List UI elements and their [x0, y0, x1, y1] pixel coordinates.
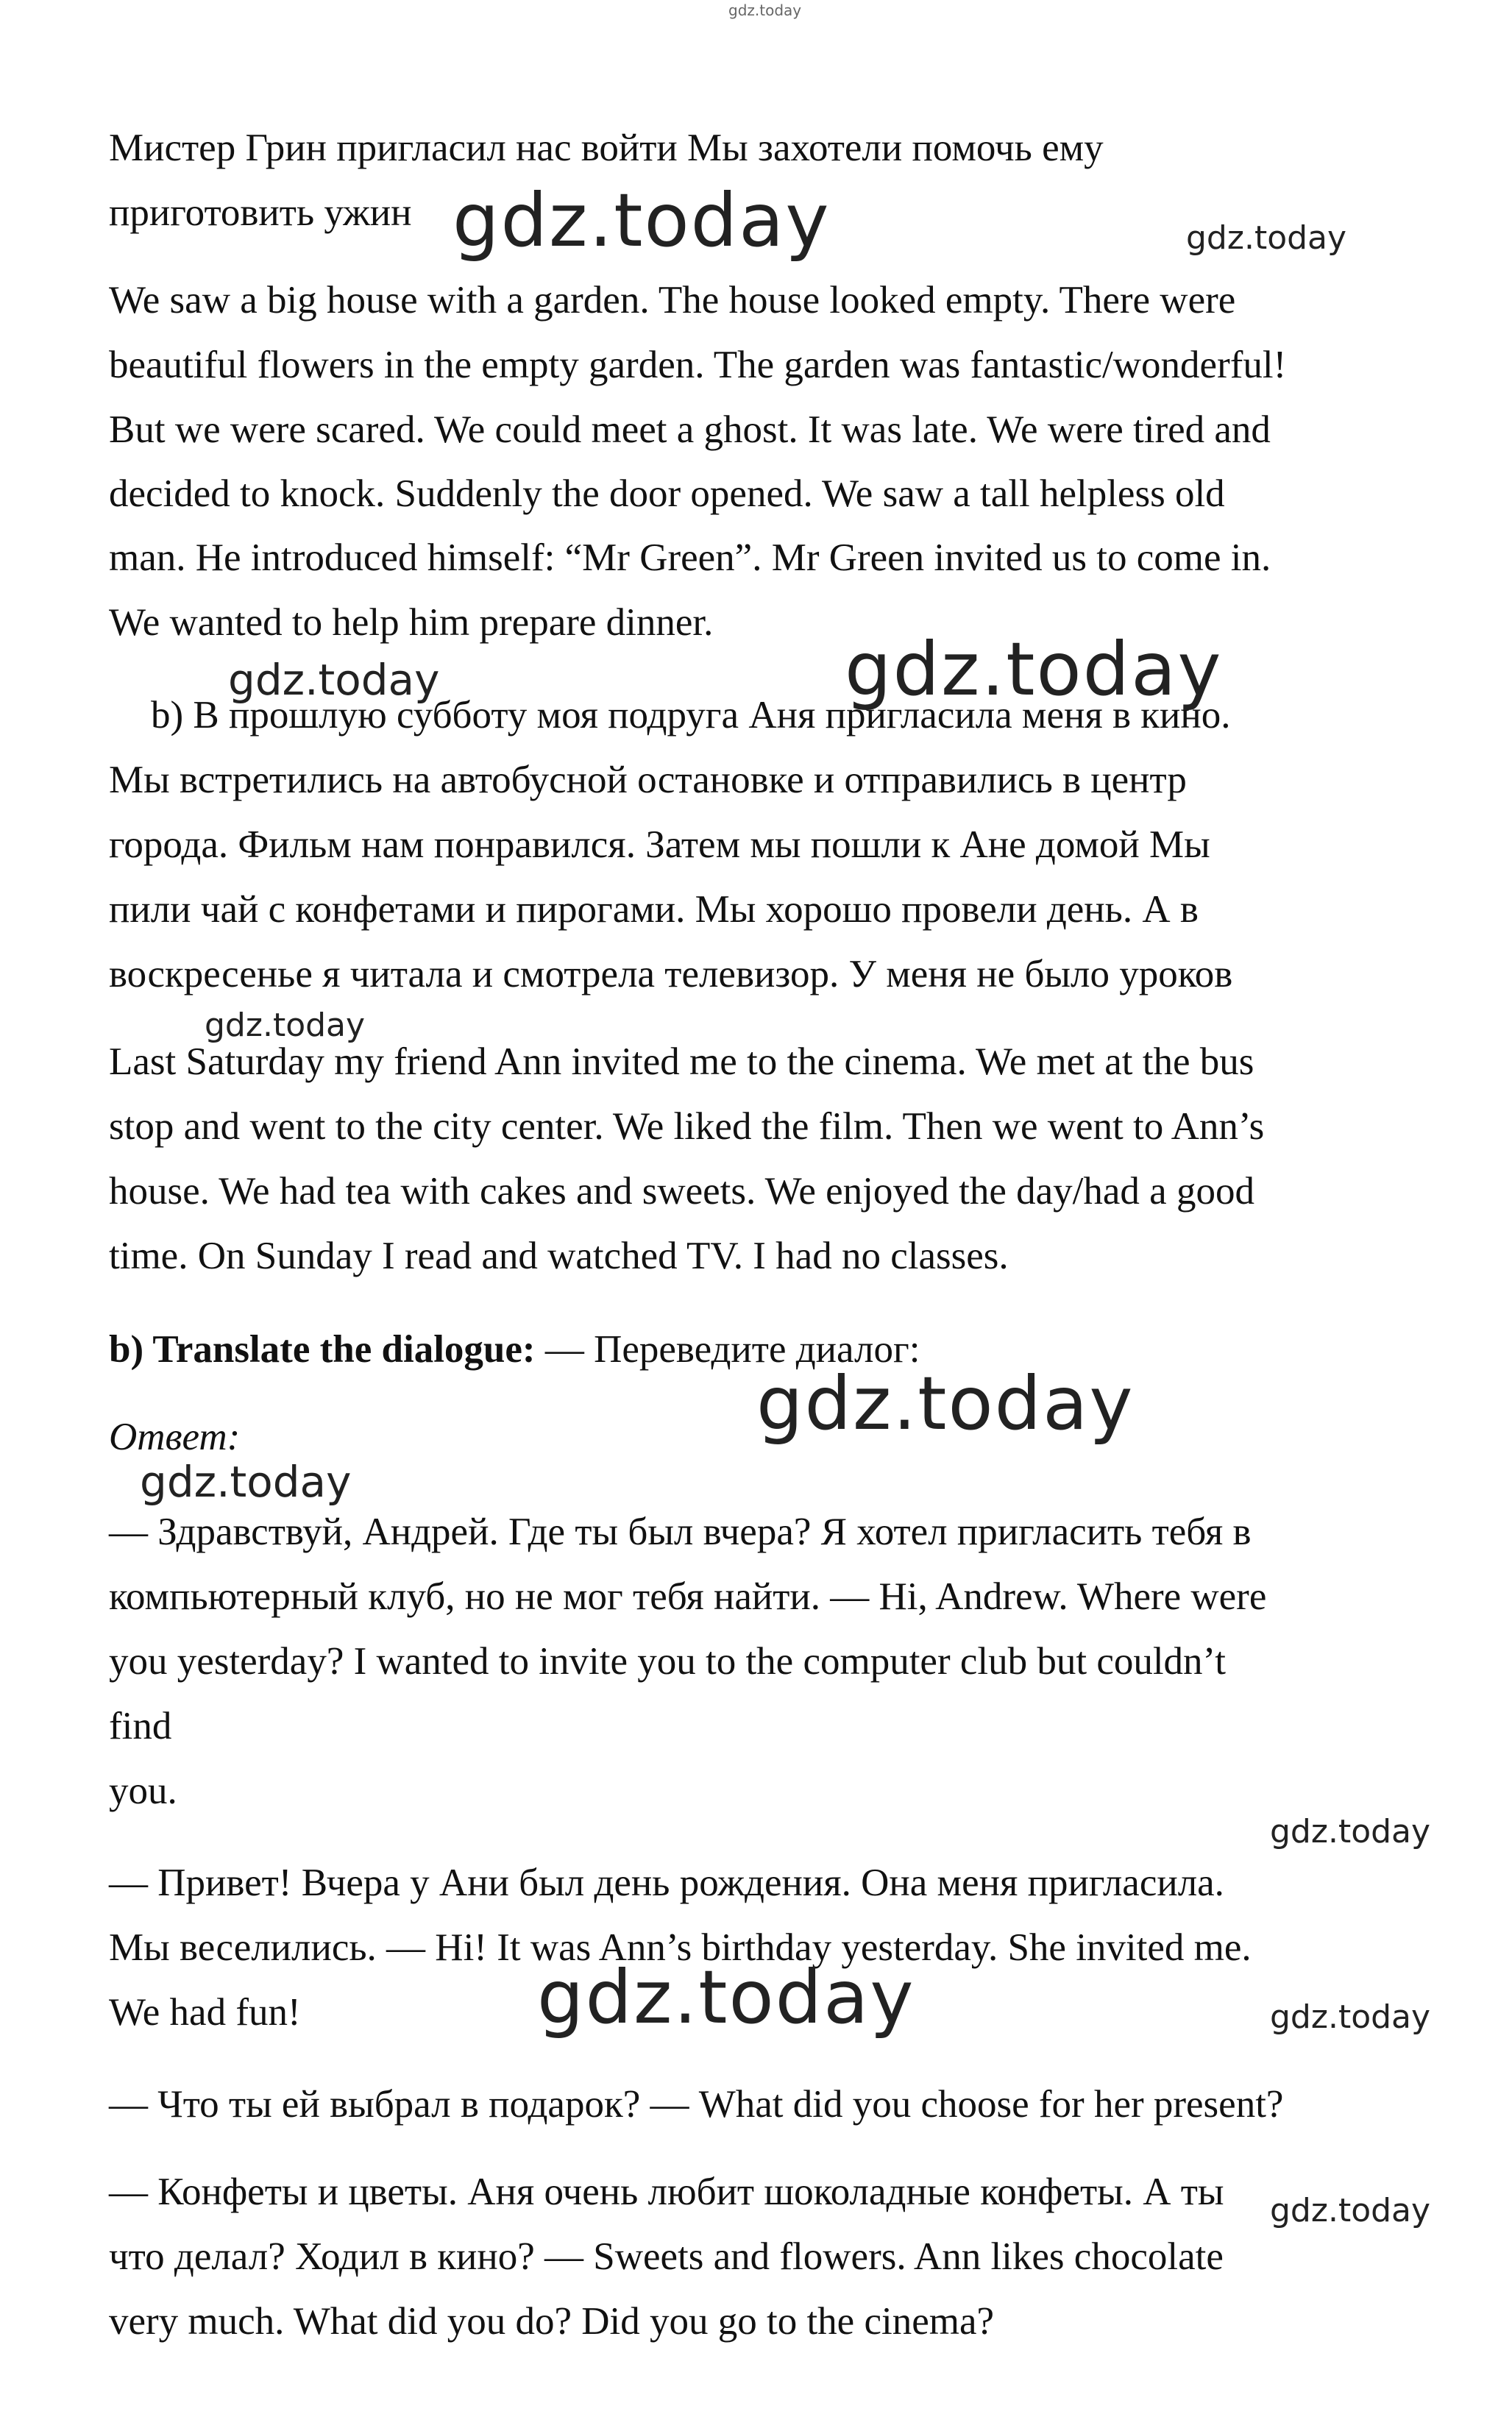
section-a-en-line-4: decided to knock. Suddenly the door opened. We saw a tall helpless old — [109, 472, 1225, 515]
section-a-en-line-1: We saw a big house with a garden. The house looked empty. There were — [109, 279, 1236, 322]
watermark-small: gdz.today — [205, 1007, 366, 1044]
dialogue-p1-line-5: you. — [109, 1770, 177, 1812]
section-b-ru-line-4: пили чай с конфетами и пирогами. Мы хорошо провели день. А в — [109, 888, 1199, 931]
dialogue-p4-line-2: что делал? Ходил в кино? — Sweets and flowers. Ann likes chocolate — [109, 2235, 1224, 2278]
section-a-en-line-5: man. He introduced himself: “Mr Green”. Mr Green invited us to come in. — [109, 536, 1271, 579]
section-b-ru-line-2: Мы встретились на автобусной остановке и отправились в центр — [109, 759, 1187, 801]
watermark-large: gdz.today — [845, 626, 1223, 712]
dialogue-p2-line-2: Мы веселились. — Hi! It was Ann’s birthday yesterday. She invited me. — [109, 1926, 1252, 1969]
watermark-medium: gdz.today — [140, 1457, 352, 1507]
answer-label: Ответ: — [109, 1416, 241, 1458]
section-b-ru-line-5: воскресенье я читала и смотрела телевизор. У меня не было уроков — [109, 953, 1233, 996]
dialogue-p2-line-1: — Привет! Вчера у Ани был день рождения. Она меня пригласила. — [109, 1862, 1224, 1904]
section-b-ru-line-1: b) В прошлую субботу моя подруга Аня пригласила меня в кино. — [151, 694, 1231, 737]
section-a-en-line-6: We wanted to help him prepare dinner. — [109, 601, 714, 644]
dialogue-p4-line-1: — Конфеты и цветы. Аня очень любит шоколадные конфеты. А ты — [109, 2171, 1224, 2213]
section-b-en-line-1: Last Saturday my friend Ann invited me to the cinema. We met at the bus — [109, 1040, 1254, 1083]
watermark-small: gdz.today — [1186, 219, 1347, 257]
section-a-ru-line-1: Мистер Грин пригласил нас войти Мы захотели помочь ему — [109, 127, 1104, 169]
section-a-en-line-2: beautiful flowers in the empty garden. The garden was fantastic/wonderful! — [109, 344, 1287, 386]
dialogue-p1-line-1: — Здравствуй, Андрей. Где ты был вчера? Я хотел пригласить тебя в — [109, 1511, 1252, 1553]
section-a-ru-line-2: приготовить ужин — [109, 191, 412, 234]
watermark-large: gdz.today — [452, 177, 831, 263]
dialogue-p4-line-3: very much. What did you do? Did you go to the cinema? — [109, 2300, 995, 2343]
section-b-en-line-2: stop and went to the city center. We liked the film. Then we went to Ann’s — [109, 1105, 1265, 1148]
dialogue-p2-line-3: We had fun! — [109, 1991, 301, 2034]
watermark-small: gdz.today — [1270, 2192, 1431, 2229]
watermark-large: gdz.today — [756, 1360, 1135, 1447]
watermark-top: gdz.today — [728, 1, 802, 19]
section-b-ru-line-3: города. Фильм нам понравился. Затем мы пошли к Ане домой Мы — [109, 823, 1210, 866]
dialogue-p1-line-3: you yesterday? I wanted to invite you to the computer club but couldn’t — [109, 1640, 1226, 1683]
task-heading-rest: — Переведите диалог: — [535, 1328, 920, 1371]
watermark-small: gdz.today — [1270, 1813, 1431, 1850]
section-b-en-line-4: time. On Sunday I read and watched TV. I had no classes. — [109, 1235, 1009, 1277]
dialogue-p3-line-1: — Что ты ей выбрал в подарок? — What did you choose for her present? — [109, 2083, 1284, 2126]
watermark-medium: gdz.today — [228, 655, 440, 705]
section-b-en-line-3: house. We had tea with cakes and sweets. We enjoyed the day/had a good — [109, 1170, 1254, 1213]
section-a-en-line-3: But we were scared. We could meet a ghost. It was late. We were tired and — [109, 408, 1271, 451]
dialogue-p1-line-4: find — [109, 1705, 172, 1747]
task-heading-bold: b) Translate the dialogue: — [109, 1328, 536, 1371]
dialogue-p1-line-2: компьютерный клуб, но не мог тебя найти. — Hi, Andrew. Where were — [109, 1575, 1267, 1618]
watermark-large: gdz.today — [537, 1954, 915, 2040]
watermark-small: gdz.today — [1270, 1998, 1431, 2036]
